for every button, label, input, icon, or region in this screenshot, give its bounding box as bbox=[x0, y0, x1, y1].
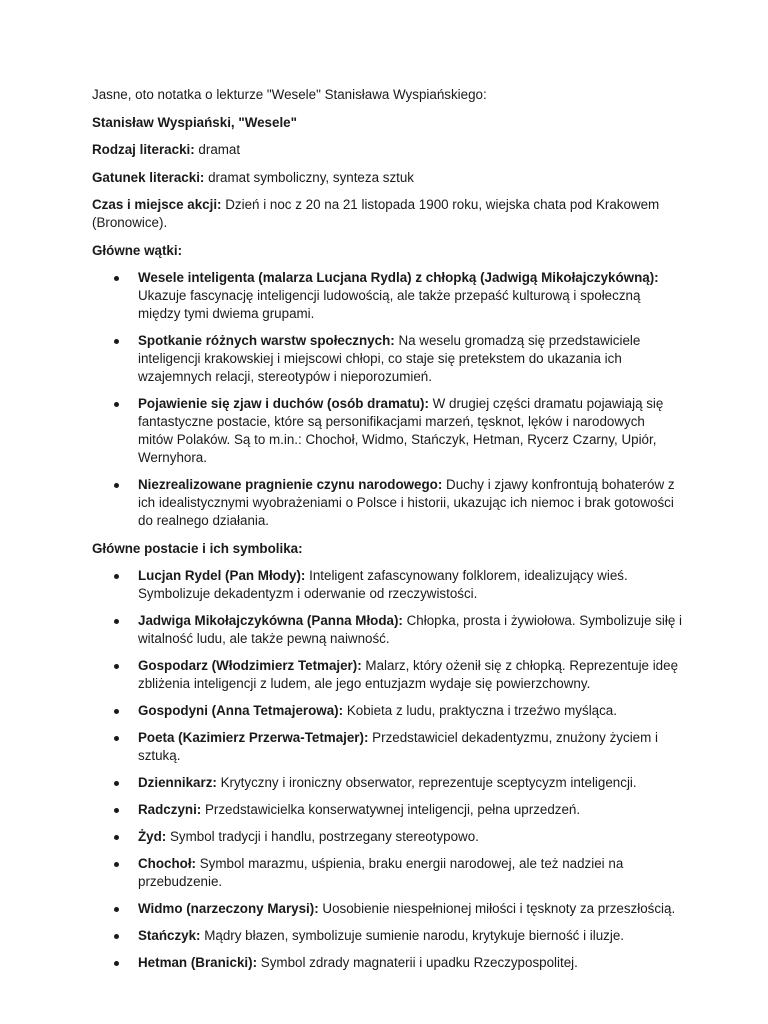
field-time-place bbox=[92, 196, 682, 232]
themes-list bbox=[92, 269, 682, 530]
item-text: Przedstawicielka konserwatywnej inteligencji, pełna uprzedzeń. bbox=[201, 802, 581, 817]
document-page bbox=[92, 86, 682, 982]
list-item bbox=[138, 855, 682, 891]
item-title: Lucjan Rydel (Pan Młody): bbox=[138, 568, 306, 583]
item-title: Pojawienie się zjaw i duchów (osób dramatu): bbox=[138, 396, 429, 411]
item-title: Hetman (Branicki): bbox=[138, 955, 258, 970]
item-title: Radczyni: bbox=[138, 802, 202, 817]
item-text: Mądry błazen, symbolizuje sumienie narodu, krytykuje bierność i iluzje. bbox=[200, 928, 624, 943]
field-label: Gatunek literacki: bbox=[92, 169, 205, 185]
item-title: Gospodyni (Anna Tetmajerowa): bbox=[138, 703, 344, 718]
list-item bbox=[138, 332, 682, 386]
item-text: Symbol marazmu, uśpienia, braku energii narodowej, ale też nadziei na przebudzenie. bbox=[138, 856, 624, 889]
characters-heading bbox=[92, 540, 682, 558]
item-title: Niezrealizowane pragnienie czynu narodowego: bbox=[138, 477, 443, 492]
list-item bbox=[138, 900, 682, 918]
list-item bbox=[138, 612, 682, 648]
field-label: Czas i miejsce akcji: bbox=[92, 197, 222, 212]
list-item bbox=[138, 954, 682, 972]
item-title: Jadwiga Mikołajczykówna (Panna Młoda): bbox=[138, 613, 403, 628]
item-title: Wesele inteligenta (malarza Lucjana Rydla) z chłopką (Jadwigą Mikołajczykówną): bbox=[138, 270, 659, 285]
list-item bbox=[138, 774, 682, 792]
list-item bbox=[138, 269, 682, 323]
item-text: Na weselu gromadzą się przedstawiciele inteligencji krakowskiej i miejscowi chłopi, co staje się pretekstem do ukazania ich wzajemnych relacji, stereotypów i nieporozumień. bbox=[138, 333, 641, 384]
item-title: Spotkanie różnych warstw społecznych: bbox=[138, 333, 395, 348]
themes-heading bbox=[92, 242, 682, 260]
item-text: Krytyczny i ironiczny obserwator, reprezentuje sceptycyzm inteligencji. bbox=[216, 775, 637, 790]
section-heading-text: Główne postacie i ich symbolika: bbox=[92, 540, 303, 556]
item-text: Przedstawiciel dekadentyzmu, znużony życiem i sztuką. bbox=[138, 730, 658, 763]
item-text: Kobieta z ludu, praktyczna i trzeźwo myśląca. bbox=[343, 703, 617, 718]
document-heading bbox=[92, 114, 682, 132]
intro-text: Jasne, oto notatka o lekturze "Wesele" Stanisława Wyspiańskiego: bbox=[92, 87, 487, 102]
list-item bbox=[138, 729, 682, 765]
list-item bbox=[138, 395, 682, 467]
item-title: Chochoł: bbox=[138, 856, 197, 871]
item-text: Symbol zdrady magnaterii i upadku Rzeczypospolitej. bbox=[257, 955, 578, 970]
item-title: Żyd: bbox=[138, 829, 167, 844]
heading-text: Stanisław Wyspiański, "Wesele" bbox=[92, 114, 297, 130]
list-item bbox=[138, 927, 682, 945]
list-item bbox=[138, 702, 682, 720]
list-item bbox=[138, 801, 682, 819]
item-title: Poeta (Kazimierz Przerwa-Tetmajer): bbox=[138, 730, 369, 745]
item-title: Gospodarz (Włodzimierz Tetmajer): bbox=[138, 658, 362, 673]
list-item bbox=[138, 828, 682, 846]
section-heading-text: Główne wątki: bbox=[92, 242, 183, 258]
field-value: dramat bbox=[194, 142, 241, 157]
field-genre bbox=[92, 169, 682, 187]
item-title: Widmo (narzeczony Marysi): bbox=[138, 901, 319, 916]
list-item bbox=[138, 476, 682, 530]
field-value: dramat symboliczny, synteza sztuk bbox=[204, 169, 414, 185]
list-item bbox=[138, 567, 682, 603]
item-text: Duchy i zjawy konfrontują bohaterów z ich idealistycznymi wyobrażeniami o Polsce i historii, ukazując ich niemoc i brak gotowości do realnego działania. bbox=[138, 477, 675, 528]
characters-list bbox=[92, 567, 682, 972]
item-text: Chłopka, prosta i żywiołowa. Symbolizuje siłę i witalność ludu, ale także pewną naiwność. bbox=[138, 613, 682, 646]
item-text: Symbol tradycji i handlu, postrzegany stereotypowo. bbox=[166, 829, 479, 844]
field-label: Rodzaj literacki: bbox=[92, 142, 195, 157]
field-genre-kind bbox=[92, 141, 682, 159]
item-title: Stańczyk: bbox=[138, 928, 201, 943]
list-item bbox=[138, 657, 682, 693]
field-value: Dzień i noc z 20 na 21 listopada 1900 roku, wiejska chata pod Krakowem (Bronowice). bbox=[92, 197, 660, 230]
item-text: Inteligent zafascynowany folklorem, idealizujący wieś. Symbolizuje dekadentyzm i oderwanie od rzeczywistości. bbox=[138, 568, 628, 601]
item-text: Ukazuje fascynację inteligencji ludowością, ale także przepaść kulturową i społeczną między tymi dwiema grupami. bbox=[138, 288, 641, 321]
item-text: W drugiej części dramatu pojawiają się fantastyczne postacie, które są personifikacjami marzeń, tęsknot, lęków i narodowych mitów Polaków. Są to m.in.: Chochoł, Widmo, Stańczyk, Hetman, Rycerz Czarny, Upiór, Wernyhora. bbox=[138, 396, 664, 465]
item-title: Dziennikarz: bbox=[138, 775, 217, 790]
item-text: Malarz, który ożenił się z chłopką. Reprezentuje ideę zbliżenia inteligencji z ludem, ale jego entuzjazm wydaje się powierzchowny. bbox=[138, 658, 679, 691]
item-text: Uosobienie niespełnionej miłości i tęsknoty za przeszłością. bbox=[318, 901, 676, 916]
